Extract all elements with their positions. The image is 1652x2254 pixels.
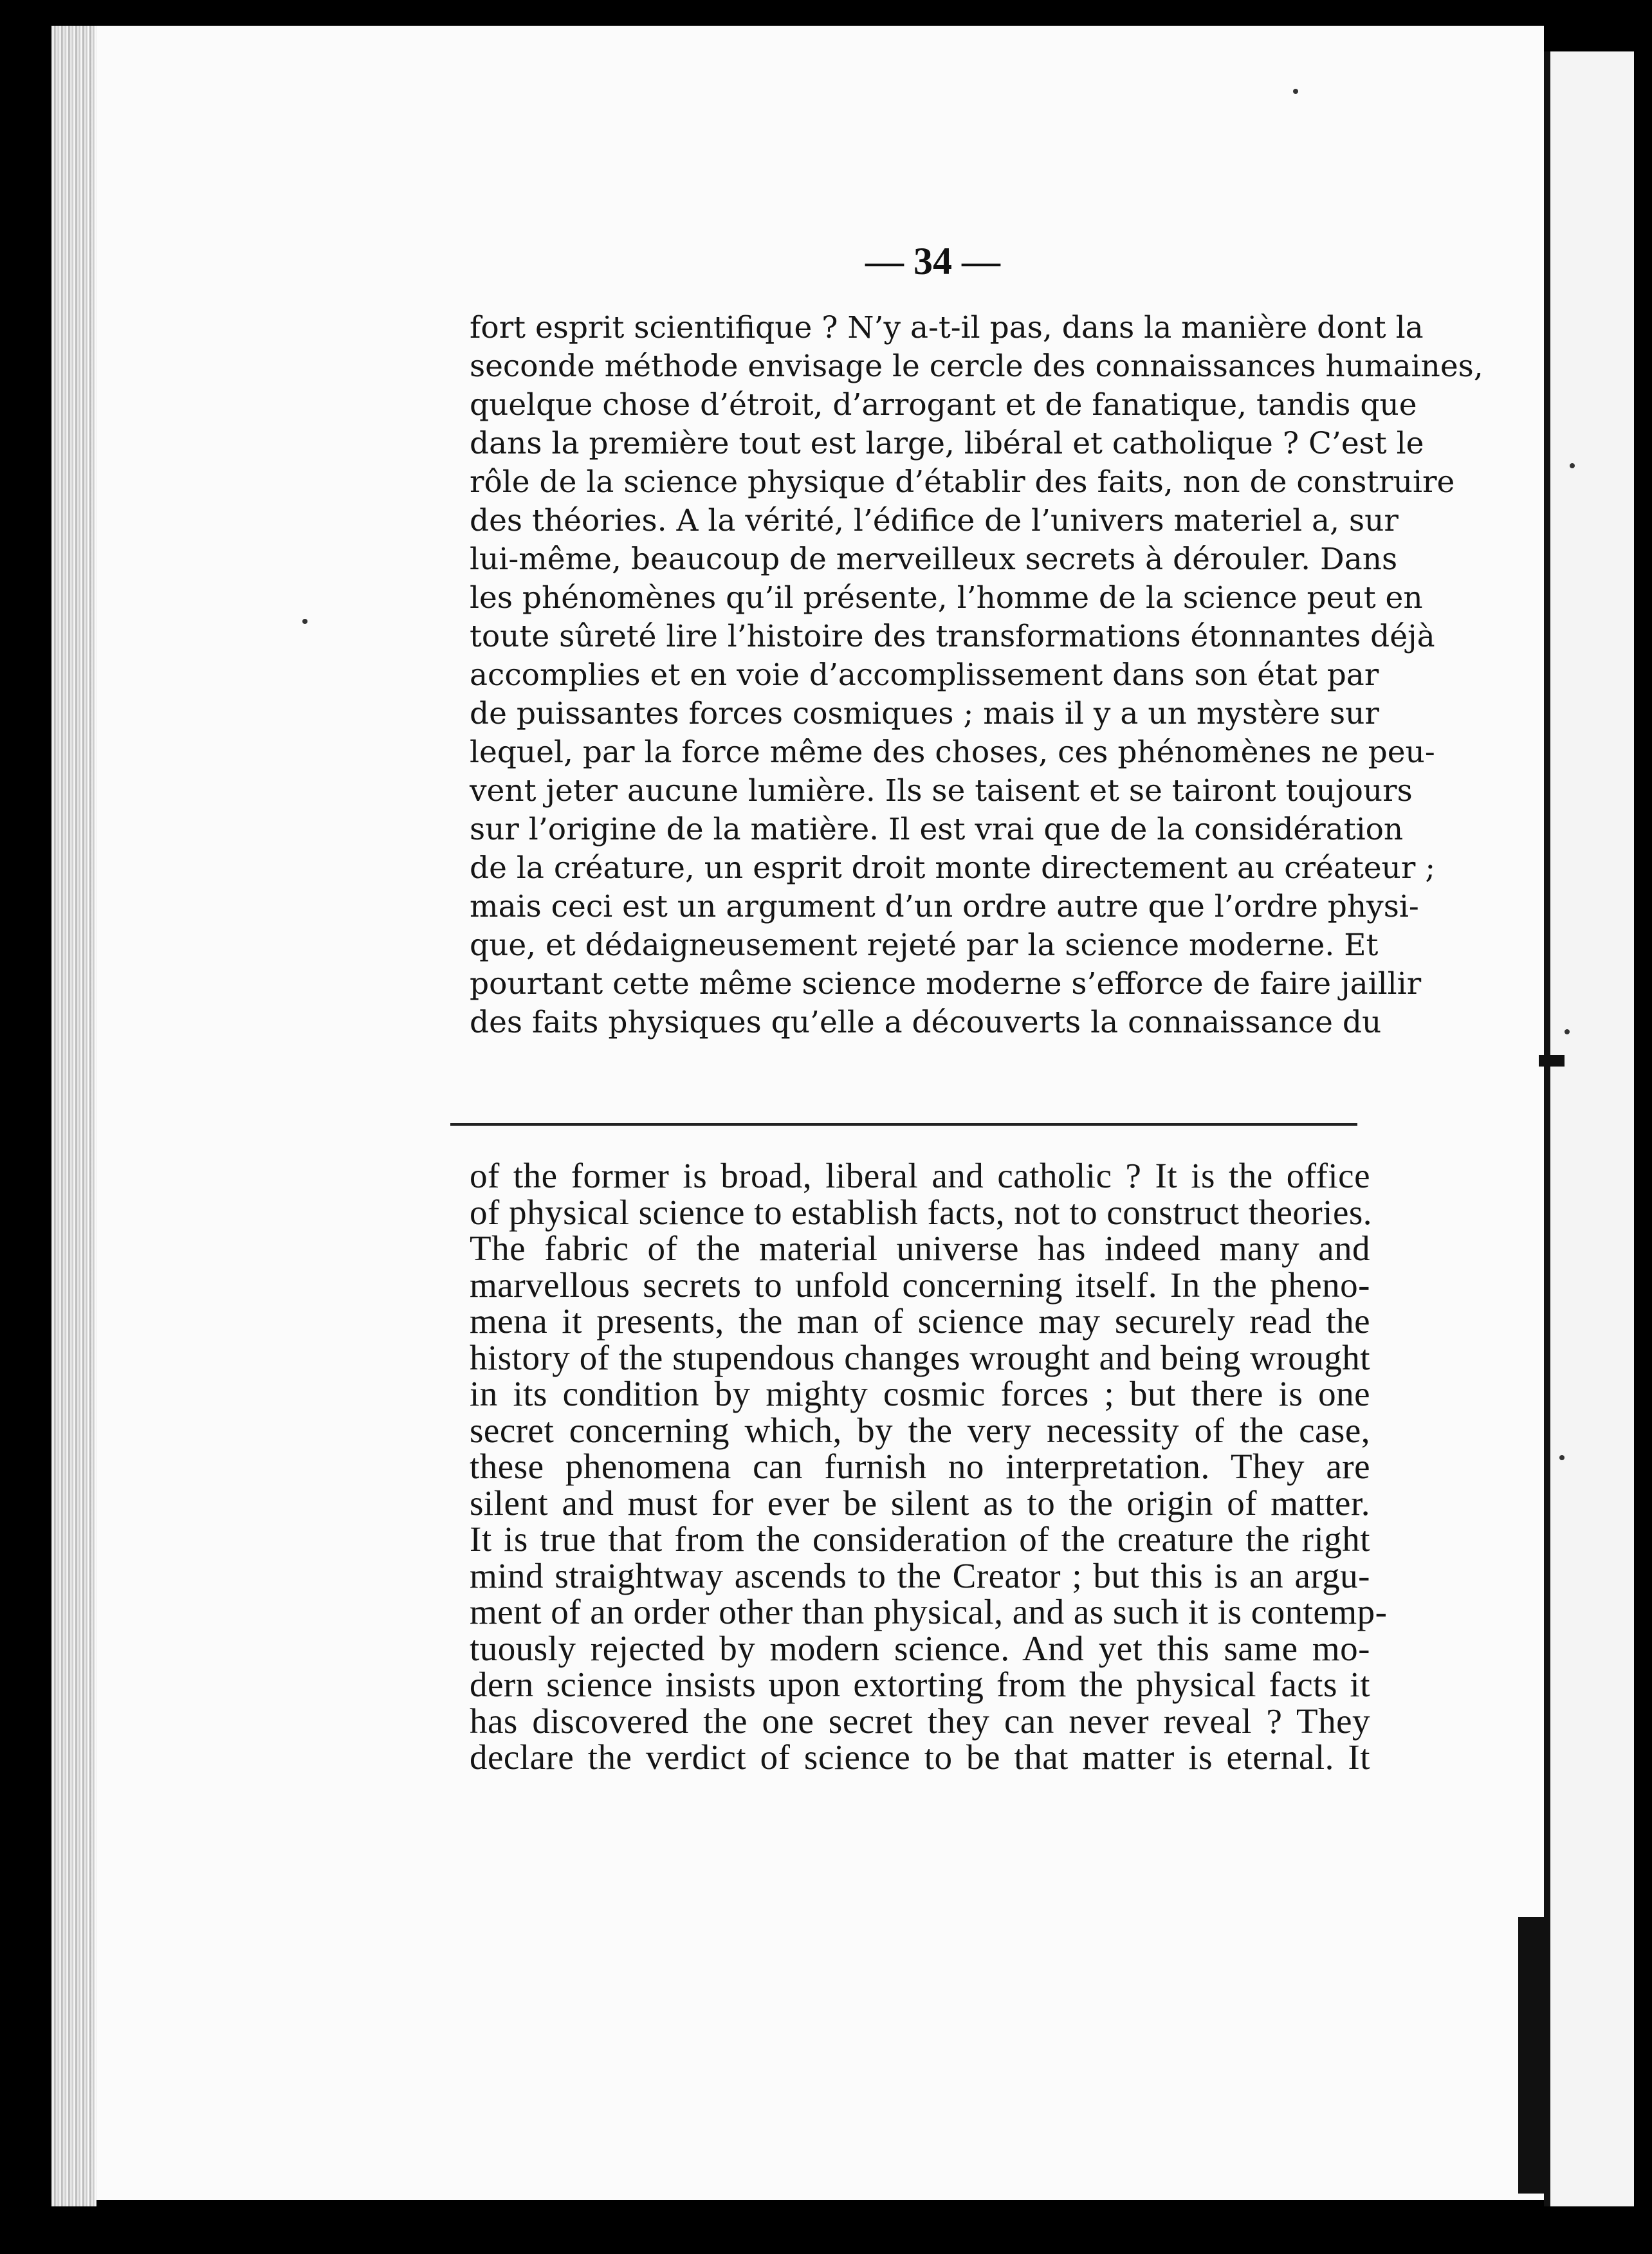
text-line: these phenomena can furnish no interpretation. They are bbox=[470, 1447, 1370, 1486]
text-line: des faits physiques qu’elle a découverts la connaissance du bbox=[470, 1005, 1382, 1040]
text-line: quelque chose d’étroit, d’arrogant et de fanatique, tandis que bbox=[470, 387, 1417, 423]
text-line: in its condition by mighty cosmic forces ; but there is one bbox=[470, 1374, 1370, 1413]
text-line: les phénomènes qu’il présente, l’homme de la science peut en bbox=[470, 580, 1423, 616]
text-line: de la créature, un esprit droit monte directement au créateur ; bbox=[470, 850, 1436, 886]
text-line: de puissantes forces cosmiques ; mais il y a un mystère sur bbox=[470, 696, 1379, 731]
text-line: pourtant cette même science moderne s’efforce de faire jaillir bbox=[470, 966, 1422, 1002]
page-speck bbox=[1559, 1455, 1565, 1460]
text-line: rôle de la science physique d’établir des faits, non de construire bbox=[470, 464, 1455, 500]
text-line: fort esprit scientifique ? N’y a-t-il pas, dans la manière dont la bbox=[470, 310, 1424, 345]
text-line: marvellous secrets to unfold concerning itself. In the pheno- bbox=[470, 1265, 1370, 1305]
separator-rule bbox=[450, 1123, 1357, 1126]
text-line: des théories. A la vérité, l’édifice de l’univers materiel a, sur bbox=[470, 503, 1399, 538]
text-line: seconde méthode envisage le cercle des connaissances humaines, bbox=[470, 349, 1483, 384]
text-line: lui-même, beaucoup de merveilleux secrets à dérouler. Dans bbox=[470, 542, 1398, 577]
english-text-block bbox=[470, 1156, 1388, 1777]
page-speck bbox=[1570, 463, 1575, 468]
text-line: It is true that from the consideration of the creature the right bbox=[470, 1519, 1370, 1559]
text-line: mind straightway ascends to the Creator ; but this is an argu- bbox=[470, 1555, 1370, 1595]
text-line: secret concerning which, by the very necessity of the case, bbox=[470, 1410, 1370, 1450]
text-line: silent and must for ever be silent as to the origin of matter. bbox=[470, 1483, 1370, 1523]
text-line: lequel, par la force même des choses, ces phénomènes ne peu- bbox=[470, 735, 1435, 770]
text-line: declare the verdict of science to be that matter is eternal. It bbox=[470, 1737, 1370, 1777]
text-line: sur l’origine de la matière. Il est vrai que de la considération bbox=[470, 812, 1404, 847]
text-line: The fabric of the material universe has indeed many and bbox=[470, 1229, 1370, 1268]
text-line: history of the stupendous changes wrought and being wrought bbox=[470, 1337, 1370, 1377]
text-line: of the former is broad, liberal and catholic ? It is the office bbox=[470, 1156, 1370, 1195]
text-line: toute sûreté lire l’histoire des transformations étonnantes déjà bbox=[470, 619, 1435, 654]
facing-page-mark-bottom bbox=[1518, 1917, 1544, 2194]
text-line: tuously rejected by modern science. And yet this same mo- bbox=[470, 1628, 1370, 1668]
book-page-edges bbox=[51, 26, 96, 2206]
text-line: vent jeter aucune lumière. Ils se taisent et se tairont toujours bbox=[470, 773, 1413, 809]
page-speck bbox=[1293, 89, 1298, 94]
text-line: dans la première tout est large, libéral et catholique ? C’est le bbox=[470, 426, 1424, 461]
text-line: dern science insists upon extorting from the physical facts it bbox=[470, 1665, 1370, 1704]
text-line: accomplies et en voie d’accomplissement dans son état par bbox=[470, 657, 1379, 693]
scan-border-left bbox=[0, 0, 51, 2254]
text-line: has discovered the one secret they can never reveal ? They bbox=[470, 1701, 1370, 1741]
facing-page-edge bbox=[1544, 51, 1634, 2206]
french-text-block bbox=[470, 309, 1483, 1042]
page-speck bbox=[302, 619, 307, 624]
text-line: of physical science to establish facts, not to construct theories. bbox=[470, 1192, 1373, 1232]
text-line: mena it presents, the man of science may securely read the bbox=[470, 1301, 1370, 1341]
text-line: que, et dédaigneusement rejeté par la science moderne. Et bbox=[470, 928, 1379, 963]
text-line: mais ceci est un argument d’un ordre autre que l’ordre physi- bbox=[470, 889, 1419, 924]
facing-page-mark-top bbox=[1539, 1055, 1565, 1067]
text-line: ment of an order other than physical, and as such it is contemp- bbox=[470, 1592, 1388, 1631]
page-number: — 34 — bbox=[865, 240, 1000, 282]
page-speck bbox=[1565, 1029, 1570, 1034]
